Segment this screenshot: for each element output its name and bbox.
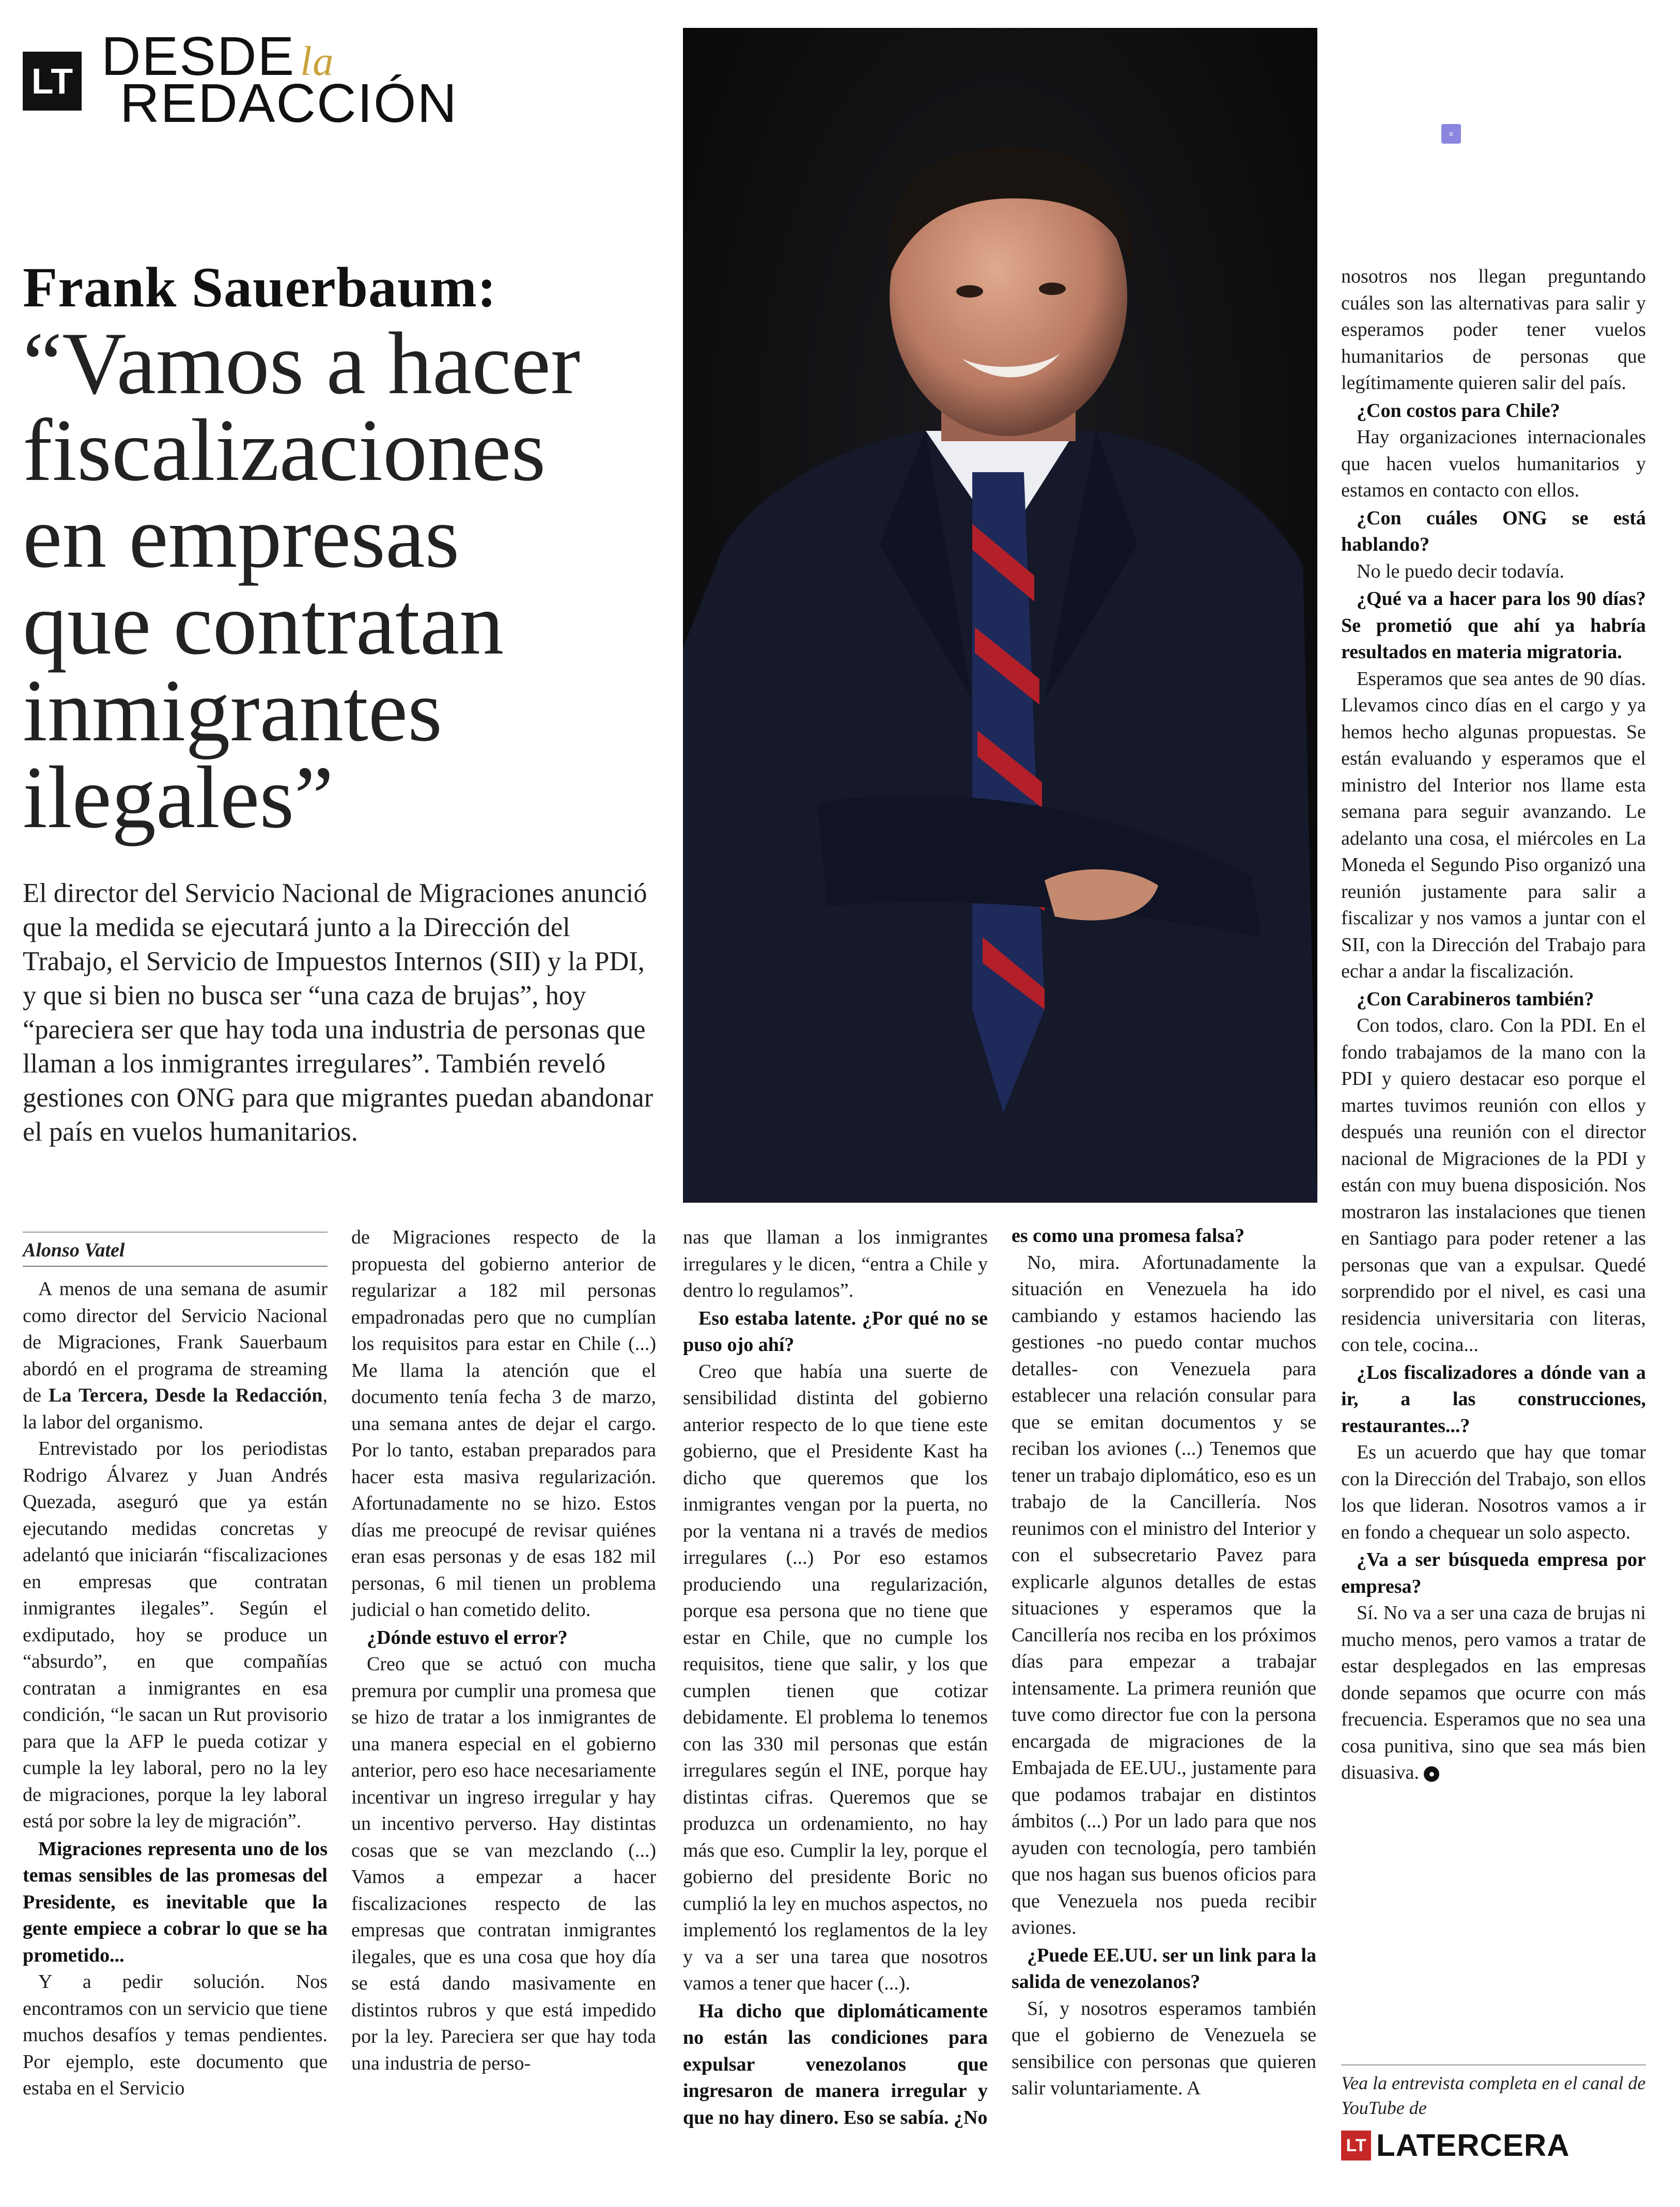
headline-quote-line: inmigrantes	[23, 662, 443, 760]
interview-question: Ha dicho que diplomáticamente no están las condiciones para expulsar venezolanos que ingresaron de manera irregular y que no hay dinero. Eso se sabía. ¿No	[683, 2000, 988, 2128]
promo-divider	[1341, 2064, 1646, 2065]
body-paragraph: Con todos, claro. Con la PDI. En el fondo trabajamos de la mano con la PDI y quiero destacar eso porque el martes tuvimos reunión con ellos y después una reunión con el director nacional de Migraciones de la PDI y están con muy buena disposición. Nos mostraron las instalaciones que tienen en Santiago para poder retener a las personas que van a expulsar. Quedé sorprendido por el nivel, es casi una residencia universitaria con literas, con tele, cocina...	[1341, 1015, 1646, 1356]
interview-question: ¿Va a ser búsqueda empresa por empresa?	[1341, 1549, 1646, 1597]
body-paragraph: Es un acuerdo que hay que tomar con la Dirección del Trabajo, son ellos los que lideran. Nosotros vamos a ir en fondo a chequear un solo aspecto.	[1341, 1441, 1646, 1543]
latercera-brand-name: LATERCERA	[1376, 2128, 1570, 2163]
section-title-line2: REDACCIÓN	[120, 73, 458, 134]
body-paragraph: A menos de una semana de asumir como director del Servicio Nacional de Migraciones, Frank Sauerbaum abordó en el programa de streaming de La Tercera, Desde la Redacción, la labor del organismo.	[23, 1278, 328, 1433]
program-name: La Tercera, Desde la Redacción	[49, 1385, 323, 1406]
interview-question: ¿Con Carabineros también?	[1357, 988, 1594, 1010]
body-paragraph: Hay organizaciones internacionales que hacen vuelos humanitarios y estamos en contacto con ellos.	[1341, 426, 1646, 501]
body-column-4	[1012, 1222, 1316, 2102]
headline-quote-line: en empresas	[23, 488, 460, 586]
promo-brand[interactable]	[1341, 2127, 1646, 2169]
photo-badge-icon: ≡	[1441, 124, 1461, 144]
article-deck: El director del Servicio Nacional de Migraciones anunció que la medida se ejecutará junto a la Dirección del Trabajo, el Servicio de Impuestos Internos (SII) y la PDI, y que si bien no busca ser “una caza de brujas”, hoy “pareciera ser que hay toda una industria de personas que llaman a los inmigrantes irregulares”. También reveló gestiones con ONG para que migrantes puedan abandonar el país en vuelos humanitarios.	[23, 878, 654, 1147]
interview-question: ¿Con cuáles ONG se está hablando?	[1341, 507, 1646, 555]
byline-divider	[23, 1232, 328, 1233]
body-paragraph: de Migraciones respecto de la propuesta del gobierno anterior de regularizar a 182 mil personas empadronadas pero que no cumplían los requisitos para estar en Chile (...) Me llama la atención que el documento tenía fecha 3 de marzo, una semana antes de dejar el cargo. Por lo tanto, estaban preparados para hacer esta masiva regularización. Afortunadamente no se hizo. Estos días me preocupé de revisar quiénes eran esas personas y de esas 182 mil personas, 6 mil tienen un problema judicial o han cometido delito.	[351, 1226, 656, 1621]
body-column-2	[351, 1224, 656, 2077]
section-title	[101, 26, 494, 134]
body-paragraph: No le puedo decir todavía.	[1357, 560, 1565, 582]
body-paragraph: Creo que se actuó con mucha premura por cumplir una promesa que se hizo de tratar a los inmigrantes de una manera especial en el gobierno anterior, pero eso hace necesariamente incentivar un ingreso irregular y hay un incentivo perverso. Hay distintas cosas que se van mezclando (...) Vamos a empezar a hacer fiscalizaciones respecto de las empresas que contratan inmigrantes ilegales, que es una cosa que hoy día se está dando masivamente en distintos rubros y que está impedido por la ley. Pareciera ser que hay toda una industria de perso-	[351, 1653, 656, 2074]
body-paragraph: No, mira. Afortunadamente la situación en Venezuela ha ido cambiando y estamos haciendo las gestiones -no puedo contar muchos detalles- con Venezuela para establecer una relación consular para que se emitan documentos y se reciban los aviones (...) Tenemos que tener un trabajo diplomático, eso es un trabajo de la Cancillería. Nos reunimos con el ministro del Interior y con el subsecretario Pavez para explicarle algunos detalles de estas situaciones y esperamos que la Cancillería nos reciba en los próximos días para empezar a trabajar intensamente. La primera reunión que tuve como director fue con la persona encargada de migraciones de la Embajada de EE.UU., justamente para que podamos trabajar en distintos ámbitos (...) Por un lado para que nos ayuden con tecnología, pero también que nos hagan sus buenos oficios para que Venezuela nos pueda recibir aviones.	[1012, 1251, 1316, 1938]
latercera-logo-icon: LT	[1341, 2131, 1371, 2161]
body-paragraph: nosotros nos llegan preguntando cuáles son las alternativas para salir y esperamos poder tener vuelos humanitarios de personas que legítimamente quieren salir del país.	[1341, 266, 1646, 394]
body-column-1	[23, 1276, 328, 2102]
headline-quote	[23, 315, 663, 847]
lt-logo: LT	[23, 52, 82, 111]
body-column-5	[1341, 263, 1646, 1786]
body-paragraph: Creo que había una suerte de sensibilidad distinta del gobierno anterior respecto de lo que tiene este gobierno, que el Presidente Kast ha dicho que queremos que los inmigrantes vengan por la puerta, no por la ventana ni a través de medios irregulares (...) Por eso estamos produciendo una regularización, porque esa persona que no tiene que estar en Chile, que no cumple los requisitos, tiene que salir, y los que cumplen tienen que cotizar debidamente. El problema lo tenemos con las 330 mil personas que están irregulares según el INE, porque hay distintas cifras. Queremos que se produzca un ordenamiento, no hay más que eso. Cumplir la ley, porque el gobierno del presidente Boric no cumplió la ley en muchos aspectos, no implementó los reglamentos de la ley y va a ser una tarea que nosotros vamos a tener que hacer (...).	[683, 1360, 988, 1994]
body-paragraph: Entrevistado por los periodistas Rodrigo Álvarez y Juan Andrés Quezada, aseguró que ya están ejecutando medidas concretas y adelantó que iniciarán “fiscalizaciones en empresas que contratan inmigrantes ilegales”. Según el exdiputado, hoy se produce un “absurdo”, en que compañías contratan a inmigrantes en esa condición, “le sacan un Rut provisorio para que la AFP le pueda cotizar y cumple la ley laboral, pero no la ley de migraciones, porque la ley laboral está por sobre la ley de migración”.	[23, 1438, 328, 1832]
headline-quote-line: que contratan	[23, 575, 504, 673]
end-mark-icon: ●	[1424, 1766, 1439, 1782]
interview-question: ¿Los fiscalizadores a dónde van a ir, a las construcciones, restaurantes...?	[1341, 1361, 1646, 1437]
interview-question: ¿Con costos para Chile?	[1357, 399, 1560, 422]
section-title-la: la	[300, 39, 335, 84]
body-column-3	[683, 1224, 988, 2131]
interview-question: es como una promesa falsa?	[1012, 1225, 1245, 1247]
portrait-illustration	[683, 28, 1317, 1203]
body-paragraph: nas que llaman a los inmigrantes irregulares y le dicen, “entra a Chile y dentro lo regulamos”.	[683, 1226, 988, 1301]
headline-quote-line: ilegales”	[23, 749, 334, 847]
body-paragraph: Y a pedir solución. Nos encontramos con un servicio que tiene muchos desafíos y temas pendientes. Por ejemplo, este documento que estaba en el Servicio	[23, 1971, 328, 2099]
section-title-line1: DESDE	[101, 26, 295, 87]
body-paragraph: Sí, y nosotros esperamos también que el gobierno de Venezuela se sensibilice con personas que quieren salir voluntariamente. A	[1012, 1997, 1316, 2099]
body-paragraph: Esperamos que sea antes de 90 días. Llevamos cinco días en el cargo y ya hemos hecho algunas propuestas. Se están evaluando y esperamos que el ministro del Interior nos llame esta semana para seguir avanzando. Le adelanto una cosa, el miércoles en La Moneda el Segundo Piso organizó una reunión justamente para salir a fiscalizar y nos vamos a juntar con el SII, con la Dirección del Trabajo para echar a andar la fiscalización.	[1341, 667, 1646, 982]
interview-question: ¿Qué va a hacer para los 90 días? Se prometió que ahí ya habría resultados en materia migratoria.	[1341, 588, 1646, 663]
byline: Alonso Vatel	[23, 1239, 328, 1267]
interview-question: Migraciones representa uno de los temas sensibles de las promesas del Presidente, es inevitable que la gente empiece a cobrar lo que se ha prometido...	[23, 1838, 328, 1966]
body-paragraph: Sí. No va a ser una caza de brujas ni mucho menos, pero vamos a tratar de estar desplegados en las empresas donde sepamos que ocurre con más frecuencia. Esperamos que no sea una cosa punitiva, sino que sea más bien disuasiva. ●	[1341, 1602, 1646, 1783]
headline-quote-line: “Vamos a hacer	[23, 315, 581, 413]
headline-name: Frank Sauerbaum:	[23, 256, 497, 319]
portrait-photo	[683, 28, 1317, 1203]
promo-text: Vea la entrevista completa en el canal de YouTube de	[1341, 2073, 1646, 2118]
interview-question: Eso estaba latente. ¿Por qué no se puso ojo ahí?	[683, 1307, 988, 1356]
interview-question: ¿Dónde estuvo el error?	[367, 1626, 568, 1649]
interview-question: ¿Puede EE.UU. ser un link para la salida de venezolanos?	[1012, 1944, 1316, 1993]
headline-quote-line: fiscalizaciones	[23, 401, 546, 500]
